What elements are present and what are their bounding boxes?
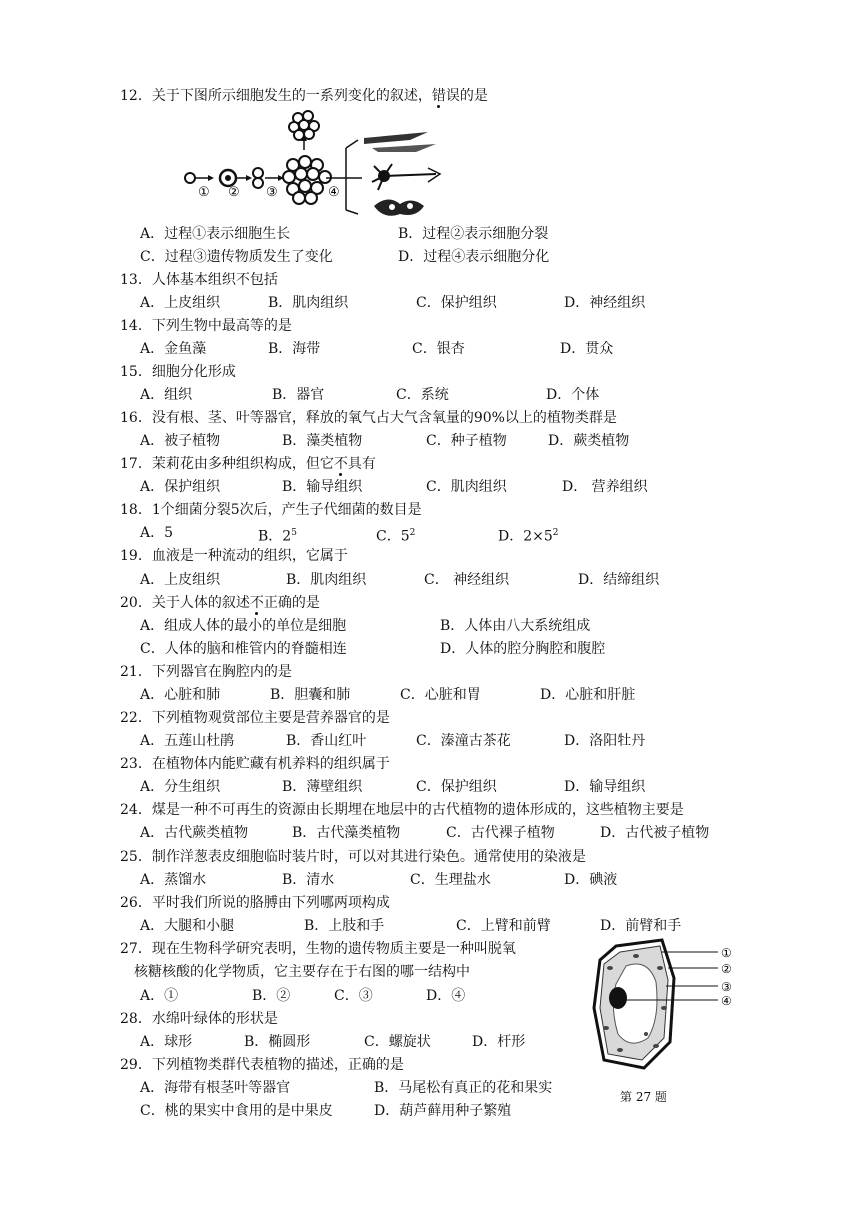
option-d: D．蕨类植物: [548, 433, 630, 449]
option-a: A．①: [140, 988, 179, 1004]
option-a: A．上皮组织: [140, 295, 221, 311]
option-a: A．保护组织: [140, 479, 221, 495]
option-c: C． 神经组织: [424, 572, 510, 588]
option-c: C．肌肉组织: [426, 479, 507, 495]
q22-stem: 22．下列植物观赏部位主要是营养器官的是: [120, 710, 390, 726]
q28-stem: 28．水绵叶绿体的形状是: [120, 1011, 278, 1027]
option-d: D． 营养组织: [562, 479, 648, 495]
option-b: B．过程②表示细胞分裂: [398, 226, 549, 242]
option-b: B．器官: [272, 387, 325, 403]
option-d: D．贯众: [560, 341, 614, 357]
option-b: B．$2^5$: [258, 528, 297, 545]
cell-division-figure: [178, 110, 448, 222]
figure-label: ②: [228, 185, 240, 200]
option-d: D．④: [426, 988, 466, 1004]
option-b: B．胆囊和肺: [270, 687, 351, 703]
option-d: D．神经组织: [564, 295, 646, 311]
option-d: D．杆形: [472, 1034, 526, 1050]
figure-label: ①: [198, 185, 210, 200]
option-d: D．结缔组织: [578, 572, 660, 588]
option-b: B．人体由八大系统组成: [440, 618, 591, 634]
option-b: B．海带: [268, 341, 321, 357]
figure-label: ④: [721, 994, 732, 1008]
option-b: B．清水: [282, 872, 335, 888]
option-c: C．溱潼古茶花: [416, 733, 511, 749]
option-c: C．心脏和胃: [400, 687, 481, 703]
option-c: C．过程③遗传物质发生了变化: [140, 249, 333, 265]
q12-stem: 12．关于下图所示细胞发生的一系列变化的叙述，错误的是: [120, 88, 488, 104]
option-a: A．蒸馏水: [140, 872, 207, 888]
option-d: D．前臂和手: [600, 918, 682, 934]
option-b: B．②: [252, 988, 291, 1004]
option-c: C．古代裸子植物: [446, 825, 555, 841]
option-c: C．保护组织: [416, 295, 497, 311]
option-a: A．分生组织: [140, 779, 221, 795]
option-a: A．古代蕨类植物: [140, 825, 249, 841]
emphasis-mark: 错: [431, 88, 446, 104]
option-b: B．上肢和手: [304, 918, 385, 934]
option-c: C．系统: [396, 387, 449, 403]
q23-stem: 23．在植物体内能贮藏有机养料的组织属于: [120, 756, 390, 772]
option-c: C．银杏: [412, 341, 465, 357]
q18-stem: 18．1个细菌分裂5次后，产生子代细菌的数目是: [120, 502, 422, 518]
option-c: C．人体的脑和椎管内的脊髓相连: [140, 641, 347, 657]
option-d: D．人体的腔分胸腔和腹腔: [440, 641, 606, 657]
q21-stem: 21．下列器官在胸腔内的是: [120, 664, 292, 680]
option-b: B．肌肉组织: [286, 572, 367, 588]
plant-cell-figure: [590, 938, 770, 1078]
option-c: C．上臂和前臂: [456, 918, 551, 934]
figure-label: ④: [328, 185, 340, 200]
option-c: C．$5^2$: [376, 528, 416, 545]
option-a: A．5: [140, 525, 174, 541]
q29-stem: 29．下列植物类群代表植物的描述，正确的是: [120, 1057, 404, 1073]
q19-stem: 19．血液是一种流动的组织，它属于: [120, 548, 348, 564]
q27-stem-cont: 核糖核酸的化学物质，它主要存在于右图的哪一结构中: [134, 964, 470, 980]
option-a: A．心脏和肺: [140, 687, 221, 703]
q25-stem: 25．制作洋葱表皮细胞临时装片时，可以对其进行染色。通常使用的染液是: [120, 849, 586, 865]
q13-stem: 13．人体基本组织不包括: [120, 272, 278, 288]
emphasis-mark: 不: [333, 456, 348, 472]
option-c: C．③: [334, 988, 373, 1004]
option-c: C．螺旋状: [364, 1034, 431, 1050]
option-d: D．葫芦藓用种子繁殖: [374, 1103, 512, 1119]
figure-label: ①: [721, 946, 732, 960]
figure-caption: 第 27 题: [620, 1090, 667, 1104]
emphasis-mark: 不: [249, 595, 264, 611]
option-d: D．碘液: [564, 872, 618, 888]
option-d: D．输导组织: [564, 779, 646, 795]
option-a: A．上皮组织: [140, 572, 221, 588]
option-b: B．椭圆形: [244, 1034, 311, 1050]
option-d: D．个体: [546, 387, 600, 403]
q16-stem: 16．没有根、茎、叶等器官，释放的氧气占大气含氧量的90%以上的植物类群是: [120, 410, 617, 426]
option-a: A．过程①表示细胞生长: [140, 226, 291, 242]
option-b: B．薄壁组织: [282, 779, 363, 795]
option-a: A．金鱼藻: [140, 341, 207, 357]
q24-stem: 24．煤是一种不可再生的资源由长期埋在地层中的古代植物的遗体形成的，这些植物主要是: [120, 802, 684, 818]
option-a: A．海带有根茎叶等器官: [140, 1080, 291, 1096]
q17-stem: 17．茉莉花由多种组织构成，但它不具有: [120, 456, 376, 472]
q26-stem: 26．平时我们所说的胳膊由下列哪两项构成: [120, 895, 390, 911]
q27-stem: 27．现在生物科学研究表明，生物的遗传物质主要是一种叫脱氧: [120, 941, 516, 957]
option-d: D．洛阳牡丹: [564, 733, 646, 749]
option-b: B．输导组织: [282, 479, 363, 495]
figure-label: ③: [721, 980, 732, 994]
option-c: C．桃的果实中食用的是中果皮: [140, 1103, 333, 1119]
option-b: B．马尾松有真正的花和果实: [374, 1080, 553, 1096]
figure-label: ③: [266, 185, 278, 200]
option-b: B．古代藻类植物: [292, 825, 401, 841]
option-c: C．保护组织: [416, 779, 497, 795]
option-a: A．组织: [140, 387, 193, 403]
option-c: C．生理盐水: [410, 872, 491, 888]
option-a: A．组成人体的最小的单位是细胞: [140, 618, 347, 634]
option-a: A．被子植物: [140, 433, 221, 449]
option-d: D．$2\times 5^2$: [498, 528, 559, 545]
option-c: C．种子植物: [426, 433, 507, 449]
q15-stem: 15．细胞分化形成: [120, 364, 236, 380]
option-a: A．五莲山杜鹃: [140, 733, 235, 749]
option-a: A．球形: [140, 1034, 193, 1050]
option-b: B．藻类植物: [282, 433, 363, 449]
option-d: D．过程④表示细胞分化: [398, 249, 550, 265]
option-a: A．大腿和小腿: [140, 918, 235, 934]
option-b: B．肌肉组织: [268, 295, 349, 311]
option-d: D．心脏和肝脏: [540, 687, 636, 703]
option-d: D．古代被子植物: [600, 825, 710, 841]
q20-stem: 20．关于人体的叙述不正确的是: [120, 595, 320, 611]
q14-stem: 14．下列生物中最高等的是: [120, 318, 292, 334]
option-b: B．香山红叶: [286, 733, 367, 749]
figure-label: ②: [721, 962, 732, 976]
